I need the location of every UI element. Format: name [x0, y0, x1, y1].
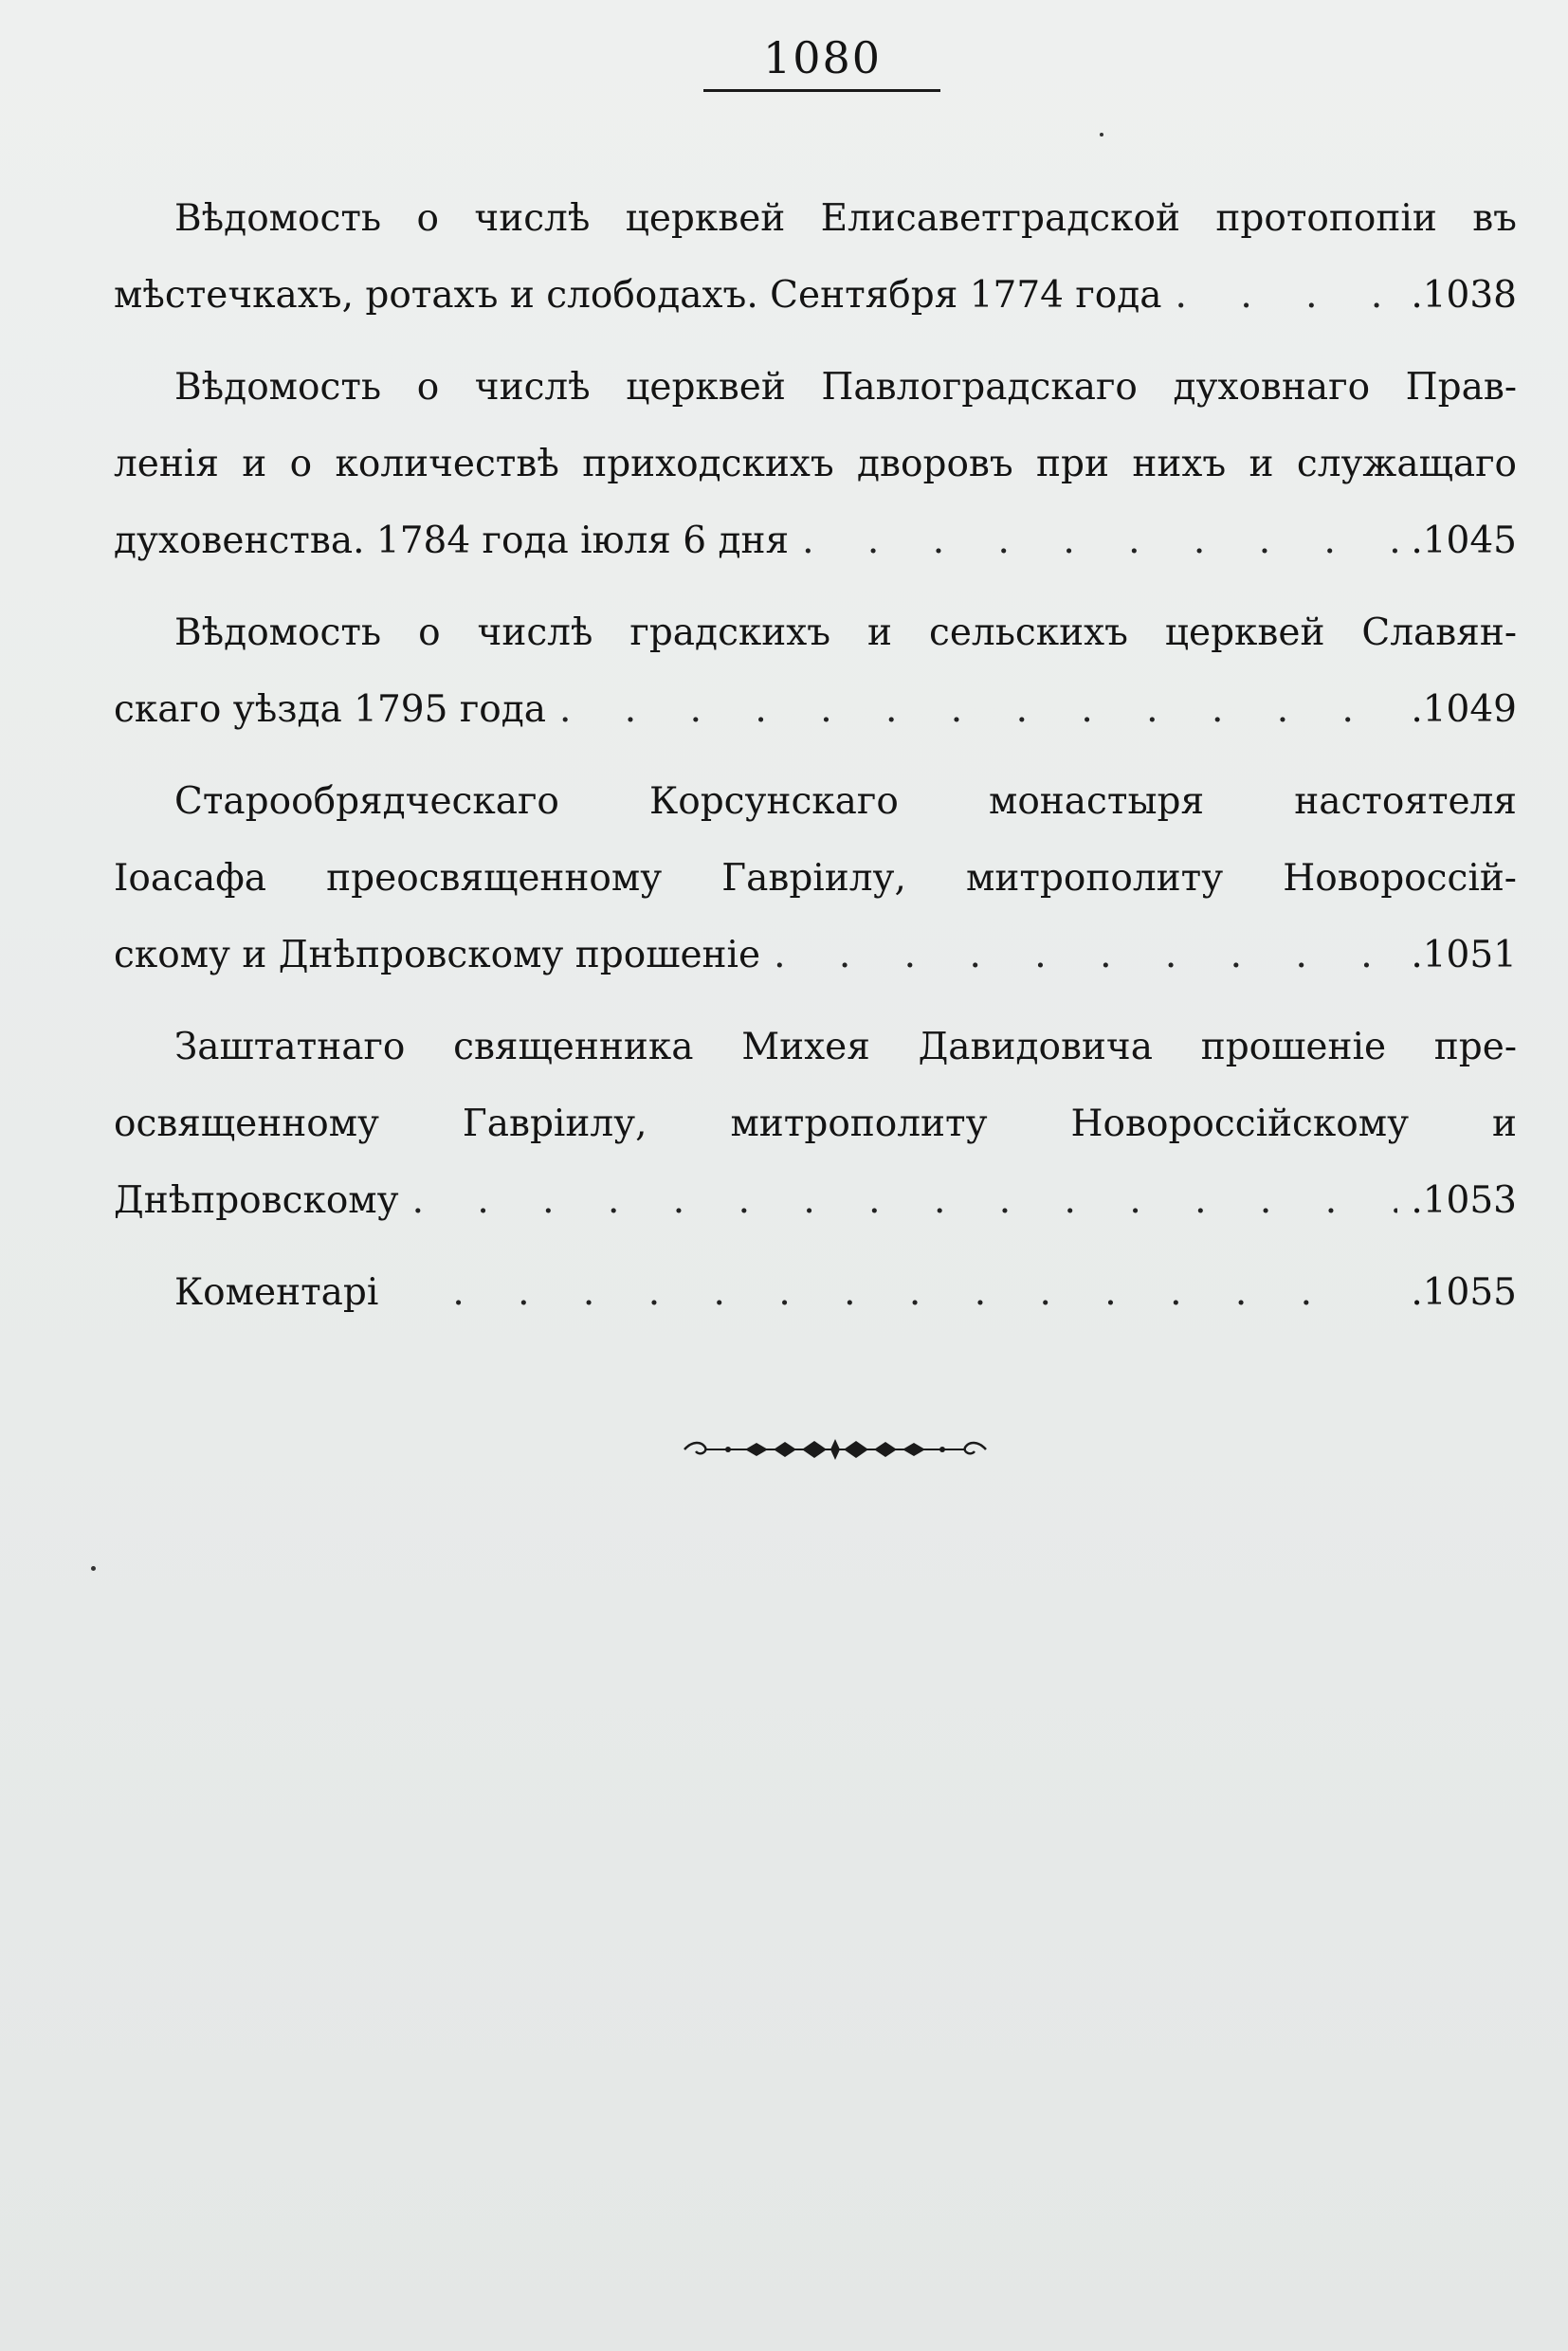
entry-text-line: освященному Гавріилу, митрополиту Новороссійскому и	[114, 1103, 1517, 1145]
dot-leader	[392, 1254, 1337, 1331]
toc-entry	[114, 594, 1517, 748]
entry-text-line: Вѣдомость о числѣ градскихъ и сельскихъ церквей Славян-	[174, 611, 1517, 654]
entry-page-ref: .1045	[1411, 519, 1517, 562]
entry-text-line: мѣстечкахъ, ротахъ и слободахъ. Сентября 1774 года	[114, 274, 1162, 317]
dot-leader	[774, 917, 1397, 993]
entry-text-line: Днѣпровскому	[114, 1179, 399, 1222]
toc-entry	[114, 1254, 1517, 1331]
toc-entry	[114, 763, 1517, 993]
page-number: 1080	[762, 32, 883, 83]
page-number-rule	[703, 89, 940, 92]
dot-leader	[1176, 257, 1398, 334]
entry-text-line: Вѣдомость о числѣ церквей Павлоградскаго духовнаго Прав-	[174, 366, 1517, 409]
ink-speck	[91, 1566, 96, 1571]
entry-text-line: ленія и о количествѣ приходскихъ дворовъ при нихъ и служащаго	[114, 443, 1517, 485]
entry-text-line: Коментарі	[174, 1271, 379, 1314]
entry-text-line: Заштатнаго священника Михея Давидовича прошеніе пре-	[174, 1026, 1517, 1068]
entry-text-line: Старообрядческаго Корсунскаго монастыря настоятеля	[174, 780, 1517, 823]
entry-text-line: скаго уѣзда 1795 года	[114, 688, 547, 731]
entry-page-ref: .1049	[1411, 688, 1517, 731]
entry-text-line: Іоасафа преосвященному Гавріилу, митрополиту Новороссій-	[114, 857, 1517, 900]
toc-entry	[114, 349, 1517, 579]
table-of-contents	[114, 180, 1517, 1346]
dot-leader	[802, 502, 1397, 579]
entry-page-ref: .1053	[1411, 1179, 1517, 1222]
toc-entry	[114, 1009, 1517, 1239]
entry-page-ref: .1038	[1411, 274, 1517, 317]
ink-speck	[1100, 133, 1103, 137]
entry-page-ref: .1055	[1411, 1271, 1517, 1314]
entry-text-line: Вѣдомость о числѣ церквей Елисаветградской протопопіи въ	[174, 197, 1517, 240]
toc-entry	[114, 180, 1517, 334]
decorative-divider-icon	[679, 1433, 992, 1466]
dot-leader	[412, 1162, 1398, 1239]
entry-text-line: скому и Днѣпровскому прошеніе	[114, 934, 761, 976]
entry-page-ref: .1051	[1411, 934, 1517, 976]
dot-leader	[559, 671, 1397, 748]
entry-text-line: духовенства. 1784 года іюля 6 дня	[114, 519, 790, 562]
